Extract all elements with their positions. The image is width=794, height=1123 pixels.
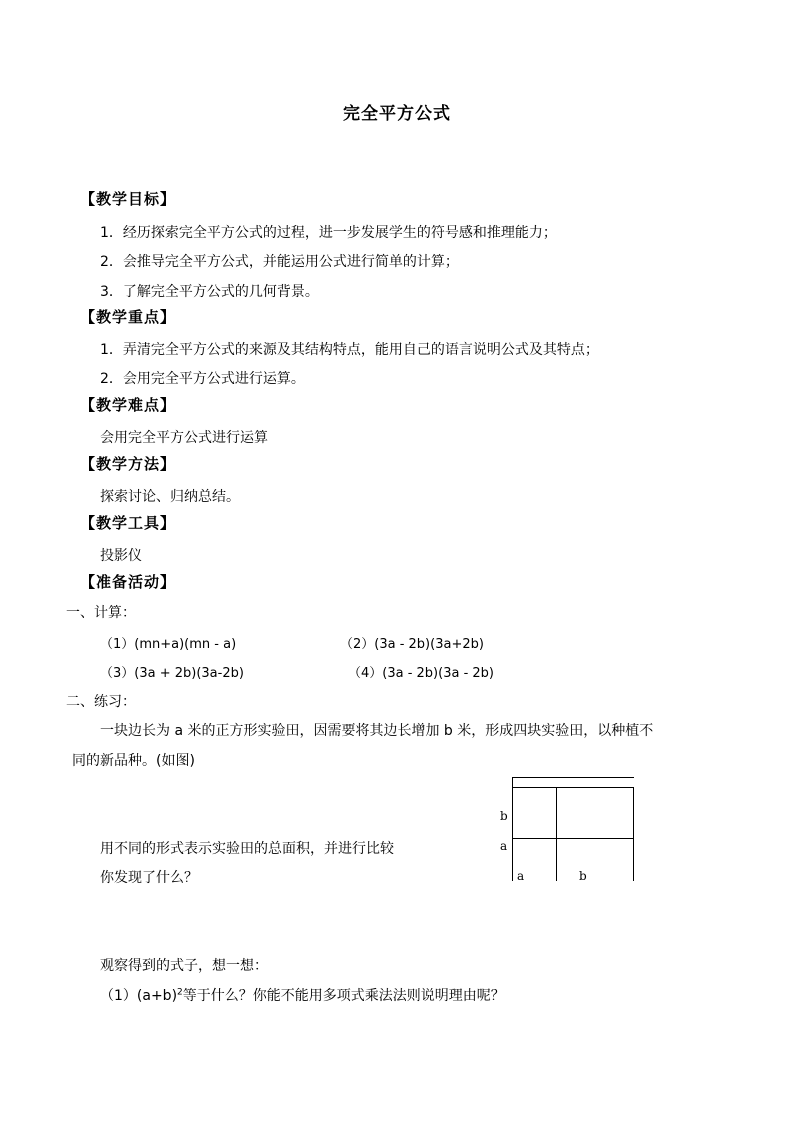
compare-line-2: 你发现了什么？ [100, 870, 198, 886]
difficulty-heading: 【教学难点】 [80, 396, 177, 414]
goal-item-1: 1．经历探索完全平方公式的过程，进一步发展学生的符号感和推理能力； [100, 225, 557, 241]
practice-label: 二、练习： [66, 694, 136, 710]
diagram-label-a-side: a [500, 839, 508, 853]
key-point-item-1: 1．弄清完全平方公式的来源及其结构特点，能用自己的语言说明公式及其特点； [100, 342, 599, 358]
key-points-heading: 【教学重点】 [80, 308, 177, 326]
square-field-diagram [495, 777, 640, 887]
question-1-exponent: 2 [177, 987, 183, 998]
compare-line-1: 用不同的形式表示实验田的总面积，并进行比较 [100, 841, 394, 857]
goals-heading: 【教学目标】 [80, 190, 177, 208]
diagram-inner-horizontal [512, 838, 634, 839]
calc-problem-4: （4）(3a - 2b)(3a - 2b) [348, 666, 494, 681]
practice-paragraph-line-2: 同的新品种。(如图) [72, 753, 195, 769]
methods-heading: 【教学方法】 [80, 455, 177, 473]
question-1-text: 等于什么？你能不能用多项式乘法法则说明理由呢？ [182, 988, 505, 1004]
diagram-right-edge [633, 787, 634, 881]
tools-heading: 【教学工具】 [80, 514, 177, 532]
question-1 [100, 985, 505, 1005]
key-point-item-2: 2．会用完全平方公式进行运算。 [100, 371, 305, 387]
calc-label: 一、计算： [66, 605, 136, 621]
diagram-label-b-side: b [500, 809, 508, 823]
diagram-label-a-bottom: a [517, 869, 525, 883]
goal-item-3: 3．了解完全平方公式的几何背景。 [100, 284, 319, 300]
goal-item-2: 2．会推导完全平方公式，并能运用公式进行简单的计算； [100, 254, 459, 270]
diagram-inner-vertical [556, 787, 557, 881]
tools-text: 投影仪 [100, 548, 142, 564]
observe-line: 观察得到的式子，想一想： [100, 958, 268, 974]
page-title: 完全平方公式 [343, 104, 451, 124]
practice-paragraph-line-1: 一块边长为 a 米的正方形实验田，因需要将其边长增加 b 米，形成四块实验田，以种植不 [100, 723, 654, 739]
preparation-heading: 【准备活动】 [80, 573, 177, 591]
question-1-expression: （1）(a+b) [100, 988, 178, 1004]
calc-problem-3: （3）(3a + 2b)(3a-2b) [100, 666, 244, 681]
calc-problem-2: （2）(3a - 2b)(3a+2b) [340, 637, 484, 652]
calc-problem-1: （1）(mn+a)(mn - a) [100, 637, 237, 652]
diagram-top-edge [512, 777, 634, 778]
diagram-left-edge [512, 777, 513, 881]
diagram-label-b-bottom: b [579, 869, 587, 883]
difficulty-text: 会用完全平方公式进行运算 [100, 430, 268, 446]
diagram-second-top-edge [512, 787, 634, 788]
methods-text: 探索讨论、归纳总结。 [100, 489, 240, 505]
